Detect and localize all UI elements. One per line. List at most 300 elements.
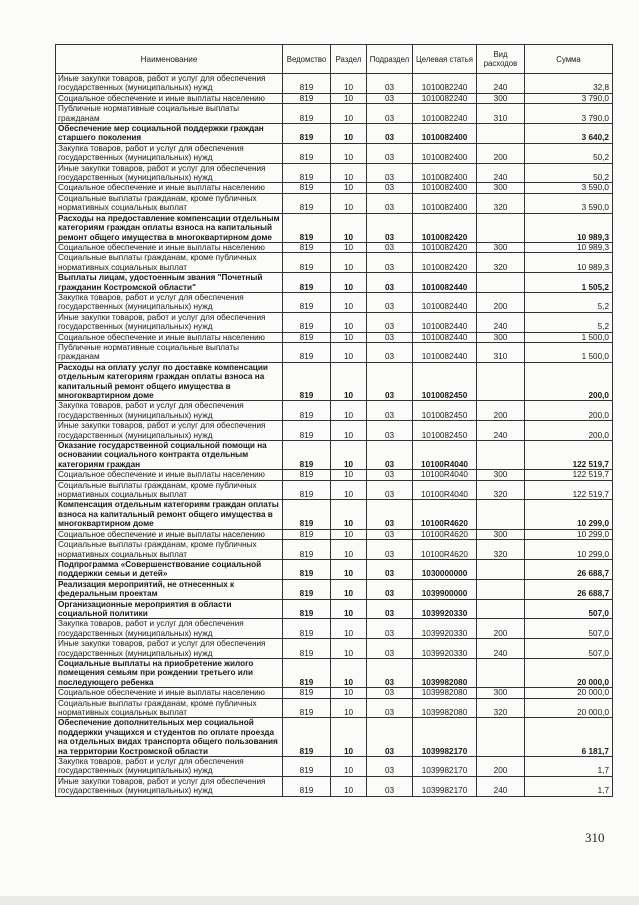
cell-razdel: 10 xyxy=(331,163,367,183)
table-row xyxy=(56,441,613,470)
cell-razdel: 10 xyxy=(331,312,367,332)
cell-summa: 3 640,2 xyxy=(525,124,613,144)
cell-vid: 300 xyxy=(477,242,525,252)
cell-razdel: 10 xyxy=(331,441,367,470)
table-header-row xyxy=(56,45,613,74)
cell-vid xyxy=(477,658,525,687)
cell-summa: 1 505,2 xyxy=(525,273,613,293)
cell-celevaya: 1039982170 xyxy=(413,757,477,777)
cell-ved: 819 xyxy=(283,332,331,342)
table-row xyxy=(56,579,613,599)
cell-name: Расходы на оплату услуг по доставке компенсации отдельным категориям граждан оплаты взноса на капитальный ремонт общего имущества в многоквартирном доме xyxy=(56,362,283,401)
cell-name: Компенсация отдельным категориям граждан оплаты взноса на капитальный ремонт общего имущества в многоквартирном доме xyxy=(56,500,283,529)
cell-ved: 819 xyxy=(283,688,331,698)
cell-ved: 819 xyxy=(283,74,331,94)
table-row xyxy=(56,639,613,659)
header-podrazdel: Подраздел xyxy=(367,45,413,74)
cell-podrazdel: 03 xyxy=(367,540,413,560)
cell-summa: 10 989,3 xyxy=(525,253,613,273)
cell-name: Реализация мероприятий, не отнесенных к федеральным проектам xyxy=(56,579,283,599)
cell-ved: 819 xyxy=(283,619,331,639)
table-row xyxy=(56,362,613,401)
cell-ved: 819 xyxy=(283,421,331,441)
cell-celevaya: 1010082400 xyxy=(413,143,477,163)
cell-name: Социальное обеспечение и иные выплаты населению xyxy=(56,242,283,252)
cell-razdel: 10 xyxy=(331,74,367,94)
cell-summa: 10 989,3 xyxy=(525,242,613,252)
cell-vid xyxy=(477,213,525,242)
cell-name: Обеспечение дополнительных мер социальной поддержки учащихся и студентов по оплате проезда на отдельных видах транспорта общего пользования на территории Костромской области xyxy=(56,718,283,757)
cell-celevaya: 1039920330 xyxy=(413,639,477,659)
cell-name: Социальное обеспечение и иные выплаты населению xyxy=(56,470,283,480)
cell-podrazdel: 03 xyxy=(367,193,413,213)
cell-vid: 300 xyxy=(477,529,525,539)
cell-ved: 819 xyxy=(283,599,331,619)
cell-celevaya: 1010082440 xyxy=(413,312,477,332)
cell-summa: 32,8 xyxy=(525,74,613,94)
cell-summa: 200,0 xyxy=(525,401,613,421)
cell-ved: 819 xyxy=(283,698,331,718)
cell-podrazdel: 03 xyxy=(367,74,413,94)
cell-ved: 819 xyxy=(283,470,331,480)
cell-summa: 10 989,3 xyxy=(525,213,613,242)
cell-celevaya: 1010082400 xyxy=(413,183,477,193)
table-row xyxy=(56,688,613,698)
cell-celevaya: 1010082240 xyxy=(413,104,477,124)
cell-ved: 819 xyxy=(283,342,331,362)
cell-ved: 819 xyxy=(283,500,331,529)
table-row xyxy=(56,104,613,124)
cell-celevaya: 1010082400 xyxy=(413,124,477,144)
header-razdel: Раздел xyxy=(331,45,367,74)
cell-name: Закупка товаров, работ и услуг для обеспечения государственных (муниципальных) нужд xyxy=(56,757,283,777)
cell-ved: 819 xyxy=(283,273,331,293)
cell-summa: 20 000,0 xyxy=(525,698,613,718)
table-row xyxy=(56,163,613,183)
cell-vid: 240 xyxy=(477,74,525,94)
table-row xyxy=(56,183,613,193)
cell-summa: 3 590,0 xyxy=(525,193,613,213)
cell-ved: 819 xyxy=(283,183,331,193)
scan-bottom-edge xyxy=(0,896,639,905)
cell-razdel: 10 xyxy=(331,529,367,539)
cell-ved: 819 xyxy=(283,776,331,796)
cell-podrazdel: 03 xyxy=(367,312,413,332)
cell-podrazdel: 03 xyxy=(367,776,413,796)
cell-name: Организационные мероприятия в области социальной политики xyxy=(56,599,283,619)
cell-ved: 819 xyxy=(283,93,331,103)
cell-celevaya: 1039982170 xyxy=(413,718,477,757)
cell-vid: 310 xyxy=(477,342,525,362)
cell-summa: 10 299,0 xyxy=(525,500,613,529)
cell-summa: 3 790,0 xyxy=(525,104,613,124)
cell-razdel: 10 xyxy=(331,143,367,163)
cell-summa: 1 500,0 xyxy=(525,342,613,362)
table-row xyxy=(56,213,613,242)
cell-ved: 819 xyxy=(283,658,331,687)
cell-razdel: 10 xyxy=(331,401,367,421)
cell-razdel: 10 xyxy=(331,776,367,796)
cell-podrazdel: 03 xyxy=(367,500,413,529)
cell-name: Социальное обеспечение и иные выплаты населению xyxy=(56,332,283,342)
cell-podrazdel: 03 xyxy=(367,698,413,718)
cell-podrazdel: 03 xyxy=(367,93,413,103)
cell-summa: 26 688,7 xyxy=(525,579,613,599)
cell-ved: 819 xyxy=(283,312,331,332)
cell-vid: 240 xyxy=(477,312,525,332)
cell-ved: 819 xyxy=(283,559,331,579)
cell-summa: 3 590,0 xyxy=(525,183,613,193)
table-row xyxy=(56,500,613,529)
table-row xyxy=(56,559,613,579)
cell-celevaya: 1039982080 xyxy=(413,688,477,698)
cell-razdel: 10 xyxy=(331,193,367,213)
cell-vid xyxy=(477,124,525,144)
table-body xyxy=(56,74,613,797)
cell-podrazdel: 03 xyxy=(367,213,413,242)
cell-vid: 200 xyxy=(477,757,525,777)
cell-celevaya: 10100R4040 xyxy=(413,470,477,480)
cell-razdel: 10 xyxy=(331,480,367,500)
cell-podrazdel: 03 xyxy=(367,104,413,124)
cell-ved: 819 xyxy=(283,163,331,183)
cell-summa: 1,7 xyxy=(525,757,613,777)
cell-name: Социальные выплаты гражданам, кроме публичных нормативных социальных выплат xyxy=(56,480,283,500)
cell-ved: 819 xyxy=(283,253,331,273)
cell-celevaya: 1010082400 xyxy=(413,163,477,183)
cell-vid xyxy=(477,599,525,619)
table-row xyxy=(56,470,613,480)
cell-razdel: 10 xyxy=(331,273,367,293)
cell-ved: 819 xyxy=(283,362,331,401)
cell-ved: 819 xyxy=(283,143,331,163)
cell-podrazdel: 03 xyxy=(367,441,413,470)
cell-podrazdel: 03 xyxy=(367,470,413,480)
cell-summa: 122 519,7 xyxy=(525,480,613,500)
table-row xyxy=(56,124,613,144)
table-row xyxy=(56,292,613,312)
table-row xyxy=(56,698,613,718)
cell-razdel: 10 xyxy=(331,332,367,342)
cell-razdel: 10 xyxy=(331,253,367,273)
table-row xyxy=(56,242,613,252)
cell-podrazdel: 03 xyxy=(367,529,413,539)
table-row xyxy=(56,599,613,619)
cell-celevaya: 1030000000 xyxy=(413,559,477,579)
cell-razdel: 10 xyxy=(331,639,367,659)
cell-celevaya: 10100R4040 xyxy=(413,441,477,470)
table-row xyxy=(56,757,613,777)
cell-podrazdel: 03 xyxy=(367,718,413,757)
cell-vid: 240 xyxy=(477,639,525,659)
cell-celevaya: 1010082440 xyxy=(413,292,477,312)
cell-razdel: 10 xyxy=(331,698,367,718)
cell-razdel: 10 xyxy=(331,183,367,193)
table-row xyxy=(56,312,613,332)
cell-podrazdel: 03 xyxy=(367,253,413,273)
table-row xyxy=(56,421,613,441)
cell-summa: 122 519,7 xyxy=(525,441,613,470)
header-summa: Сумма xyxy=(525,45,613,74)
cell-razdel: 10 xyxy=(331,242,367,252)
cell-celevaya: 10100R4620 xyxy=(413,540,477,560)
cell-name: Иные закупки товаров, работ и услуг для обеспечения государственных (муниципальных) нужд xyxy=(56,421,283,441)
header-vid: Вид расходов xyxy=(477,45,525,74)
cell-podrazdel: 03 xyxy=(367,342,413,362)
cell-summa: 1,7 xyxy=(525,776,613,796)
cell-vid: 300 xyxy=(477,470,525,480)
cell-summa: 50,2 xyxy=(525,143,613,163)
cell-podrazdel: 03 xyxy=(367,421,413,441)
cell-ved: 819 xyxy=(283,757,331,777)
cell-ved: 819 xyxy=(283,718,331,757)
cell-podrazdel: 03 xyxy=(367,163,413,183)
cell-celevaya: 10100R4620 xyxy=(413,529,477,539)
cell-ved: 819 xyxy=(283,639,331,659)
cell-vid: 320 xyxy=(477,698,525,718)
cell-celevaya: 1010082440 xyxy=(413,273,477,293)
cell-summa: 26 688,7 xyxy=(525,559,613,579)
cell-celevaya: 1039920330 xyxy=(413,599,477,619)
cell-ved: 819 xyxy=(283,193,331,213)
cell-ved: 819 xyxy=(283,529,331,539)
cell-celevaya: 1039982080 xyxy=(413,698,477,718)
cell-name: Закупка товаров, работ и услуг для обеспечения государственных (муниципальных) нужд xyxy=(56,401,283,421)
cell-razdel: 10 xyxy=(331,342,367,362)
cell-razdel: 10 xyxy=(331,559,367,579)
cell-ved: 819 xyxy=(283,540,331,560)
cell-summa: 3 790,0 xyxy=(525,93,613,103)
cell-summa: 5,2 xyxy=(525,312,613,332)
table-row xyxy=(56,401,613,421)
cell-vid xyxy=(477,273,525,293)
cell-podrazdel: 03 xyxy=(367,599,413,619)
cell-summa: 122 519,7 xyxy=(525,470,613,480)
cell-vid: 300 xyxy=(477,332,525,342)
cell-podrazdel: 03 xyxy=(367,579,413,599)
budget-table xyxy=(55,44,613,797)
header-celevaya: Целевая статья xyxy=(413,45,477,74)
cell-razdel: 10 xyxy=(331,599,367,619)
cell-celevaya: 10100R4040 xyxy=(413,480,477,500)
cell-ved: 819 xyxy=(283,213,331,242)
cell-ved: 819 xyxy=(283,579,331,599)
cell-name: Публичные нормативные социальные выплаты гражданам xyxy=(56,342,283,362)
table-row xyxy=(56,342,613,362)
cell-name: Социальные выплаты на приобретение жилого помещения семьям при рождении третьего или последующего ребенка xyxy=(56,658,283,687)
cell-ved: 819 xyxy=(283,441,331,470)
cell-celevaya: 1010082400 xyxy=(413,193,477,213)
cell-celevaya: 10100R4620 xyxy=(413,500,477,529)
cell-razdel: 10 xyxy=(331,362,367,401)
cell-name: Публичные нормативные социальные выплаты гражданам xyxy=(56,104,283,124)
cell-name: Обеспечение мер социальной поддержки граждан старшего поколения xyxy=(56,124,283,144)
cell-summa: 507,0 xyxy=(525,599,613,619)
table-row xyxy=(56,143,613,163)
cell-name: Иные закупки товаров, работ и услуг для обеспечения государственных (муниципальных) нужд xyxy=(56,776,283,796)
cell-celevaya: 1010082420 xyxy=(413,253,477,273)
cell-razdel: 10 xyxy=(331,500,367,529)
cell-summa: 507,0 xyxy=(525,639,613,659)
cell-vid: 200 xyxy=(477,143,525,163)
cell-name: Иные закупки товаров, работ и услуг для обеспечения государственных (муниципальных) нужд xyxy=(56,74,283,94)
cell-vid: 240 xyxy=(477,776,525,796)
cell-podrazdel: 03 xyxy=(367,124,413,144)
table-row xyxy=(56,776,613,796)
cell-razdel: 10 xyxy=(331,421,367,441)
cell-name: Социальные выплаты гражданам, кроме публичных нормативных социальных выплат xyxy=(56,698,283,718)
cell-podrazdel: 03 xyxy=(367,273,413,293)
cell-razdel: 10 xyxy=(331,213,367,242)
cell-name: Закупка товаров, работ и услуг для обеспечения государственных (муниципальных) нужд xyxy=(56,143,283,163)
cell-vid: 300 xyxy=(477,688,525,698)
cell-vid: 200 xyxy=(477,401,525,421)
cell-razdel: 10 xyxy=(331,540,367,560)
cell-name: Закупка товаров, работ и услуг для обеспечения государственных (муниципальных) нужд xyxy=(56,292,283,312)
cell-celevaya: 1010082240 xyxy=(413,93,477,103)
table-row xyxy=(56,74,613,94)
cell-celevaya: 1039982170 xyxy=(413,776,477,796)
table-row xyxy=(56,718,613,757)
cell-razdel: 10 xyxy=(331,619,367,639)
cell-vid: 320 xyxy=(477,480,525,500)
cell-ved: 819 xyxy=(283,104,331,124)
cell-podrazdel: 03 xyxy=(367,480,413,500)
cell-summa: 10 299,0 xyxy=(525,540,613,560)
cell-razdel: 10 xyxy=(331,93,367,103)
table-row xyxy=(56,658,613,687)
cell-podrazdel: 03 xyxy=(367,757,413,777)
table-row xyxy=(56,619,613,639)
cell-razdel: 10 xyxy=(331,292,367,312)
cell-podrazdel: 03 xyxy=(367,332,413,342)
cell-summa: 5,2 xyxy=(525,292,613,312)
table-row xyxy=(56,332,613,342)
cell-celevaya: 1010082450 xyxy=(413,362,477,401)
cell-summa: 50,2 xyxy=(525,163,613,183)
cell-name: Социальные выплаты гражданам, кроме публичных нормативных социальных выплат xyxy=(56,193,283,213)
cell-podrazdel: 03 xyxy=(367,658,413,687)
table-row xyxy=(56,93,613,103)
table-row xyxy=(56,529,613,539)
cell-podrazdel: 03 xyxy=(367,401,413,421)
cell-podrazdel: 03 xyxy=(367,688,413,698)
cell-vid: 310 xyxy=(477,104,525,124)
cell-razdel: 10 xyxy=(331,104,367,124)
cell-celevaya: 1039982080 xyxy=(413,658,477,687)
cell-podrazdel: 03 xyxy=(367,242,413,252)
table-row xyxy=(56,480,613,500)
cell-summa: 20 000,0 xyxy=(525,658,613,687)
table-row xyxy=(56,253,613,273)
cell-podrazdel: 03 xyxy=(367,292,413,312)
cell-vid: 240 xyxy=(477,421,525,441)
cell-celevaya: 1039920330 xyxy=(413,619,477,639)
header-ved: Ведомство xyxy=(283,45,331,74)
cell-name: Социальное обеспечение и иные выплаты населению xyxy=(56,688,283,698)
cell-razdel: 10 xyxy=(331,718,367,757)
cell-podrazdel: 03 xyxy=(367,183,413,193)
cell-razdel: 10 xyxy=(331,688,367,698)
cell-vid xyxy=(477,441,525,470)
cell-vid xyxy=(477,579,525,599)
cell-vid: 240 xyxy=(477,163,525,183)
cell-vid: 300 xyxy=(477,93,525,103)
cell-summa: 507,0 xyxy=(525,619,613,639)
cell-summa: 200,0 xyxy=(525,421,613,441)
cell-summa: 10 299,0 xyxy=(525,529,613,539)
cell-name: Закупка товаров, работ и услуг для обеспечения государственных (муниципальных) нужд xyxy=(56,619,283,639)
cell-podrazdel: 03 xyxy=(367,619,413,639)
cell-name: Социальные выплаты гражданам, кроме публичных нормативных социальных выплат xyxy=(56,253,283,273)
cell-summa: 200,0 xyxy=(525,362,613,401)
cell-podrazdel: 03 xyxy=(367,559,413,579)
cell-ved: 819 xyxy=(283,242,331,252)
cell-celevaya: 1010082450 xyxy=(413,421,477,441)
cell-razdel: 10 xyxy=(331,757,367,777)
cell-name: Иные закупки товаров, работ и услуг для обеспечения государственных (муниципальных) нужд xyxy=(56,312,283,332)
page-number: 310 xyxy=(585,830,605,845)
table-row xyxy=(56,193,613,213)
cell-ved: 819 xyxy=(283,480,331,500)
cell-celevaya: 1010082420 xyxy=(413,213,477,242)
cell-name: Иные закупки товаров, работ и услуг для обеспечения государственных (муниципальных) нужд xyxy=(56,163,283,183)
cell-celevaya: 1010082440 xyxy=(413,332,477,342)
cell-name: Социальные выплаты гражданам, кроме публичных нормативных социальных выплат xyxy=(56,540,283,560)
cell-ved: 819 xyxy=(283,124,331,144)
cell-vid: 320 xyxy=(477,540,525,560)
header-name: Наименование xyxy=(56,45,283,74)
cell-vid: 320 xyxy=(477,193,525,213)
cell-name: Оказание государственной социальной помощи на основании социального контракта отдельным категориям граждан xyxy=(56,441,283,470)
cell-vid: 200 xyxy=(477,619,525,639)
cell-razdel: 10 xyxy=(331,579,367,599)
cell-vid xyxy=(477,362,525,401)
cell-vid: 320 xyxy=(477,253,525,273)
cell-celevaya: 1010082240 xyxy=(413,74,477,94)
cell-vid xyxy=(477,718,525,757)
cell-name: Подпрограмма «Совершенствование социальной поддержки семьи и детей» xyxy=(56,559,283,579)
cell-celevaya: 1010082450 xyxy=(413,401,477,421)
cell-name: Выплаты лицам, удостоенным звания "Почетный гражданин Костромской области" xyxy=(56,273,283,293)
cell-celevaya: 1010082440 xyxy=(413,342,477,362)
cell-vid xyxy=(477,500,525,529)
cell-summa: 6 181,7 xyxy=(525,718,613,757)
cell-ved: 819 xyxy=(283,292,331,312)
cell-summa: 20 000,0 xyxy=(525,688,613,698)
cell-vid xyxy=(477,559,525,579)
cell-celevaya: 1010082420 xyxy=(413,242,477,252)
cell-summa: 1 500,0 xyxy=(525,332,613,342)
cell-name: Иные закупки товаров, работ и услуг для обеспечения государственных (муниципальных) нужд xyxy=(56,639,283,659)
table-row xyxy=(56,540,613,560)
cell-podrazdel: 03 xyxy=(367,143,413,163)
cell-podrazdel: 03 xyxy=(367,362,413,401)
cell-celevaya: 1039900000 xyxy=(413,579,477,599)
cell-podrazdel: 03 xyxy=(367,639,413,659)
cell-razdel: 10 xyxy=(331,124,367,144)
cell-vid: 200 xyxy=(477,292,525,312)
cell-name: Социальное обеспечение и иные выплаты населению xyxy=(56,183,283,193)
cell-name: Социальное обеспечение и иные выплаты населению xyxy=(56,529,283,539)
cell-razdel: 10 xyxy=(331,658,367,687)
cell-vid: 300 xyxy=(477,183,525,193)
cell-name: Социальное обеспечение и иные выплаты населению xyxy=(56,93,283,103)
cell-ved: 819 xyxy=(283,401,331,421)
cell-razdel: 10 xyxy=(331,470,367,480)
table-row xyxy=(56,273,613,293)
cell-name: Расходы на предоставление компенсации отдельным категориям граждан оплаты взноса на капитальный ремонт общего имущества в многоквартирном доме xyxy=(56,213,283,242)
